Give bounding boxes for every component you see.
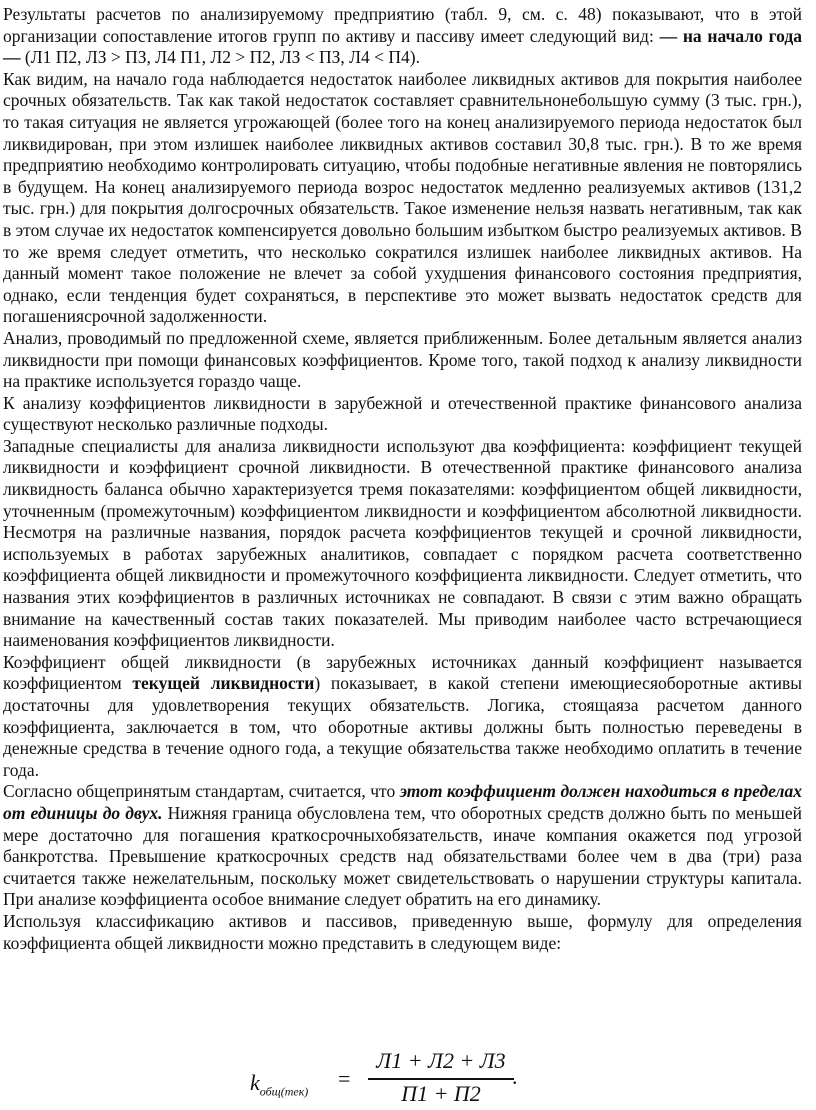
- paragraph-1-bold: — на начало года —: [3, 25, 803, 68]
- paragraph-4: К анализу коэффициентов ликвидности в зарубежной и отечественной практике финансового анализа существуют несколько различные подходы.: [3, 392, 802, 435]
- paragraph-2: Как видим, на начало года наблюдается недостаток наиболее ликвидных активов для покрытия наиболее срочных обязательств. Так как такой недостаток составляет сравнительнонебольшую сумму (3 тыс. грн.), то такая ситуация не является угрожающей (более того на конец анализируемого периода недостаток был ликвидирован, при этом излишек наиболее ликвидных активов составил 30,8 тыс. грн.). В то же время предприятию необходимо контролировать ситуацию, чтобы подобные негативные явления не повторялись в будущем. На конец анализируемого периода возрос недостаток медленно реализуемых активов (131,2 тыс. грн.) для покрытия долгосрочных обязательств. Такое изменение нельзя назвать негативным, так как в этом случае их недостаток компенсируется довольно большим избытком быстро реализуемых активов. В то же время следует отметить, что несколько сократился излишек наиболее ликвидных активов. На данный момент такое положение не влечет за собой ухудшения финансового состояния предприятия, однако, если тенденция будет сохраняться, в перспективе это может вызвать недостаток средств для погашениясрочной задолженности.: [3, 68, 802, 327]
- formula-fraction-bar: [368, 1078, 514, 1080]
- formula-symbol: k: [250, 1070, 260, 1095]
- paragraph-1: [3, 4, 802, 69]
- formula-denominator: П1 + П2: [401, 1081, 481, 1106]
- formula-subscript: общ(тек): [259, 1084, 309, 1099]
- formula-lhs: [250, 1070, 308, 1099]
- paragraph-6: [3, 652, 802, 782]
- paragraph-1-text: Результаты расчетов по анализируемому предприятию (табл. 9, см. с. 48) показывают, что в этой организации сопоставление итогов групп по активу и пассиву имеет следующий вид:: [3, 4, 802, 46]
- paragraph-7-tail: Нижняя граница обусловлена тем, что оборотных средств должно быть по меньшей мере достаточно для погашения краткосрочныхобязательств, иначе компания окажется под угрозой банкротства. Превышение краткосрочных средств над обязательствами более чем в два (три) раза считается также нежелательным, поскольку может свидетельствовать о нарушении структуры капитала. При анализе коэффициента особое внимание следует обратить на его динамику.: [3, 802, 802, 910]
- paragraph-7: [3, 781, 802, 911]
- paragraph-1-tail: (Л1 П2, ЛЗ > ПЗ, Л4 П1, Л2 > П2, ЛЗ < ПЗ, Л4 < П4).: [20, 47, 420, 68]
- paragraph-6-bold: текущей ликвидности: [132, 673, 315, 694]
- liquidity-formula: [250, 1048, 570, 1108]
- paragraph-6-text: Коэффициент общей ликвидности (в зарубежных источниках данный коэффициент называется коэффициентом: [3, 651, 802, 694]
- formula-equals: =: [338, 1066, 351, 1091]
- paragraph-5: Западные специалисты для анализа ликвидности используют два коэффициента: коэффициент текущей ликвидности и коэффициент срочной ликвидности. В отечественной практике финансового анализа ликвидность баланса обычно характеризуется тремя показателями: коэффициентом общей ликвидности, уточненным (промежуточным) коэффициентом ликвидности и коэффициентом абсолютной ликвидности. Несмотря на различные названия, порядок расчета коэффициентов текущей и срочной ликвидности, используемых в работах зарубежных аналитиков, совпадает с порядком расчета соответственно коэффициента общей ликвидности и промежуточного коэффициента ликвидности. Следует отметить, что названия этих коэффициентов в различных источниках не совпадают. В связи с этим важно обращать внимание на качественный состав таких показателей. Мы приводим наиболее часто встречающиеся наименования коэффициентов ликвидности.: [3, 435, 802, 651]
- paragraph-3: Анализ, проводимый по предложенной схеме, является приближенным. Более детальным является анализ ликвидности при помощи финансовых коэффициентов. Кроме того, такой подход к анализу ликвидности на практике используется гораздо чаще.: [3, 327, 802, 392]
- paragraph-7-bold-italic: этот коэффициент должен находиться в пределах от единицы до двух.: [3, 781, 802, 823]
- paragraph-6-tail: ) показывает, в какой степени имеющиесяоборотные активы достаточны для удовлетворения текущих обязательств. Логика, стоящаяза расчетом данного коэффициента, заключается в том, что оборотные активы должны быть полностью переведены в денежные средства в течение одного года, а текущие обязательства также необходимо оплатить в течение года.: [3, 673, 802, 780]
- paragraph-7-text: Согласно общепринятым стандартам, считается, что: [3, 781, 400, 802]
- formula-period: .: [512, 1064, 518, 1089]
- formula-numerator: Л1 + Л2 + Л3: [376, 1048, 506, 1073]
- paragraph-8: Используя классификацию активов и пассивов, приведенную выше, формулу для определения коэффициента общей ликвидности можно представить в следующем виде:: [3, 910, 802, 953]
